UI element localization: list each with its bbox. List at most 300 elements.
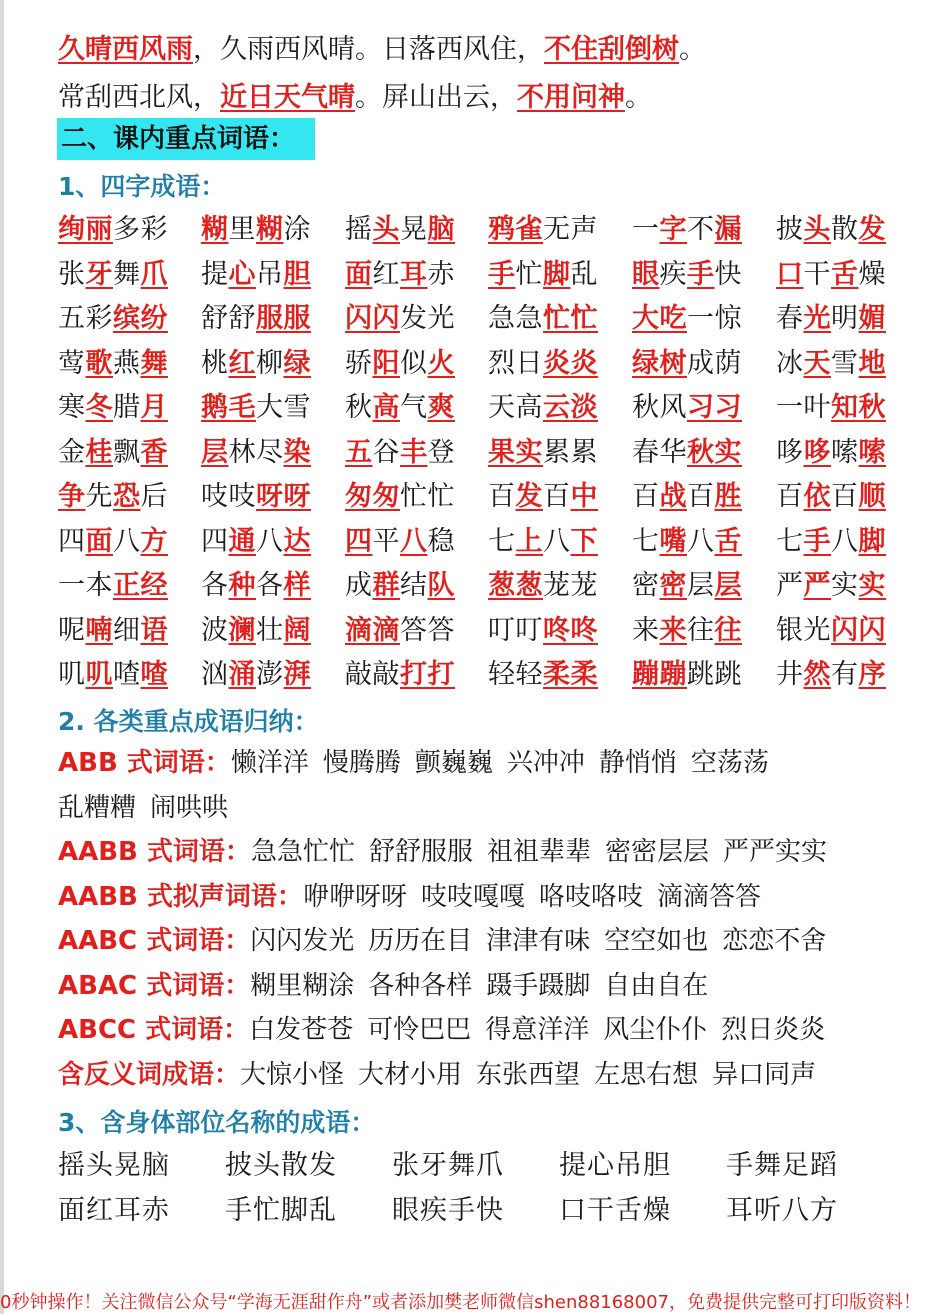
idiom-cell <box>201 388 311 428</box>
idiom-plain: 大雪 <box>256 392 311 423</box>
idiom-cell <box>488 566 598 606</box>
idiom-plain: 提 <box>201 258 229 290</box>
idiom-cell <box>58 210 168 250</box>
idiom-highlight: 湃 <box>283 659 311 690</box>
pattern-word: 大惊小怪 <box>240 1059 345 1090</box>
idiom-highlight: 匆匆 <box>345 481 400 512</box>
idiom-row <box>58 522 938 562</box>
idiom-plain: 各 <box>256 570 284 601</box>
idiom-plain: 细 <box>113 614 141 646</box>
idiom-cell <box>632 299 742 339</box>
idiom-highlight: 蹦蹦 <box>632 659 687 690</box>
idiom-highlight: 呀呀 <box>256 481 311 512</box>
idiom-plain: 似 <box>400 347 428 379</box>
idiom-cell <box>632 388 742 428</box>
idiom-plain: 百 <box>687 481 715 512</box>
pattern-word: 急急忙忙 <box>250 837 355 867</box>
idiom-plain: 无声 <box>543 214 598 245</box>
idiom-cell <box>58 611 168 651</box>
idiom-plain: 腊 <box>113 392 141 423</box>
pattern-word: 闹哄哄 <box>150 792 229 823</box>
idiom-highlight: 嗦 <box>858 436 886 468</box>
idiom-cell <box>776 388 886 428</box>
idiom-highlight: 闪闪 <box>345 303 400 334</box>
idiom-plain: 银光 <box>776 614 831 646</box>
pattern-word: 舒舒服服 <box>368 837 473 867</box>
pattern-word: 慢腾腾 <box>322 748 401 778</box>
idiom-highlight: 哆 <box>803 436 831 468</box>
idiom-highlight: 实 <box>858 570 886 601</box>
pattern-word: 密密层层 <box>604 837 709 867</box>
idiom-row <box>58 299 938 339</box>
idiom-highlight: 葱葱 <box>488 570 543 601</box>
highlight-text: 久晴西风雨 <box>58 34 193 65</box>
pattern-word: 闪闪发光 <box>250 926 355 956</box>
idiom-cell <box>776 255 886 295</box>
idiom-plain: 一 <box>632 214 660 245</box>
idiom-highlight: 鸦雀 <box>488 214 543 245</box>
idiom-highlight: 达 <box>283 525 311 557</box>
idiom-highlight: 发 <box>858 214 886 245</box>
idiom-cell <box>58 344 168 384</box>
idiom-plain: 壮 <box>256 614 284 646</box>
idiom-highlight: 舌 <box>714 525 742 557</box>
idiom-plain: 一本 <box>58 570 113 601</box>
idiom-highlight: 绚丽 <box>58 214 113 245</box>
idiom-cell <box>776 611 886 651</box>
page-left-edge <box>0 0 4 1314</box>
sub2-title: 2. 各类重点成语归纳： <box>58 707 319 736</box>
idiom-highlight: 打打 <box>400 659 455 690</box>
idiom-highlight: 嘴 <box>659 525 687 557</box>
idiom-plain: 嗦 <box>831 436 859 468</box>
pattern-word: 滴滴答答 <box>656 881 761 912</box>
idiom-plain: 燕 <box>113 347 141 379</box>
idiom-cell <box>58 477 168 517</box>
idiom-highlight: 缤纷 <box>113 303 168 334</box>
idiom-highlight: 依 <box>803 481 831 512</box>
idiom-plain: 摇 <box>345 214 373 245</box>
idiom-cell <box>345 477 455 517</box>
idiom-highlight: 绿树 <box>632 347 687 379</box>
idiom-plain: 急急 <box>488 303 543 334</box>
idiom-plain: 八 <box>543 525 571 557</box>
idiom-highlight: 通 <box>228 525 256 557</box>
idiom-plain: 一叶 <box>776 392 831 423</box>
idiom-highlight: 阔 <box>283 614 311 646</box>
idiom-cell <box>488 344 598 384</box>
idiom-plain: 结 <box>400 570 428 601</box>
body-idiom: 手忙脚乱 <box>225 1195 337 1226</box>
idiom-highlight: 样 <box>283 570 311 601</box>
pattern-word: 咯吱咯吱 <box>538 881 643 912</box>
plain-text: 。屏山出云， <box>355 82 517 113</box>
idiom-plain: 八 <box>113 525 141 557</box>
idiom-plain: 晃 <box>400 214 428 245</box>
idiom-plain: 明 <box>831 303 859 334</box>
idiom-highlight: 阳 <box>372 347 400 379</box>
pattern-line <box>58 967 722 1005</box>
idiom-cell <box>776 210 886 250</box>
idiom-plain: 叽 <box>58 659 86 690</box>
idiom-cell <box>488 210 598 250</box>
idiom-highlight: 闪闪 <box>831 614 886 646</box>
body-idiom: 手舞足蹈 <box>726 1150 838 1181</box>
body-idiom: 口干舌燥 <box>559 1195 671 1226</box>
pattern-word: 可怜巴巴 <box>367 1015 472 1045</box>
idiom-highlight: 光 <box>803 303 831 334</box>
idiom-highlight: 群 <box>372 570 400 601</box>
idiom-plain: 一惊 <box>687 303 742 334</box>
idiom-plain: 张 <box>58 258 86 290</box>
idiom-plain: 八 <box>256 525 284 557</box>
pattern-word: 吱吱嘎嘎 <box>420 881 525 912</box>
idiom-plain: 各 <box>201 570 229 601</box>
plain-text: ，久雨西风晴。日落西风住， <box>193 34 544 65</box>
idiom-highlight: 服服 <box>256 303 311 334</box>
pattern-label: AABB 式拟声词语： <box>58 881 303 912</box>
idiom-highlight: 滴滴 <box>345 614 400 646</box>
idiom-highlight: 高 <box>372 392 400 423</box>
pattern-word: 咿咿呀呀 <box>302 881 407 912</box>
idiom-plain: 实 <box>831 570 859 601</box>
idiom-cell <box>776 433 886 473</box>
idiom-plain: 后 <box>140 481 168 512</box>
idiom-cell <box>345 344 455 384</box>
idiom-cell <box>201 210 311 250</box>
idiom-highlight: 上 <box>515 525 543 557</box>
pattern-word: 风尘仆仆 <box>603 1015 708 1045</box>
idiom-plain: 疾 <box>659 258 687 290</box>
idiom-cell <box>632 210 742 250</box>
idiom-highlight: 叽 <box>85 659 113 690</box>
pattern-line <box>58 922 840 960</box>
pattern-word: 祖祖辈辈 <box>486 837 591 867</box>
idiom-plain: 散 <box>831 214 859 245</box>
pattern-word: 各种各样 <box>368 970 473 1001</box>
idiom-cell <box>345 611 455 651</box>
idiom-highlight: 面 <box>345 258 373 290</box>
idiom-cell <box>58 255 168 295</box>
body-idiom: 眼疾手快 <box>392 1195 504 1226</box>
pattern-label: 含反义词成语： <box>58 1059 241 1090</box>
idiom-plain: 谷 <box>372 436 400 468</box>
idiom-plain: 飘 <box>113 436 141 468</box>
pattern-word: 兴冲冲 <box>506 748 585 778</box>
idiom-row <box>58 611 938 651</box>
idiom-plain: 柳 <box>256 347 284 379</box>
highlight-text: 不住刮倒树 <box>544 34 679 65</box>
pattern-word: 津津有味 <box>486 926 591 956</box>
idiom-highlight: 脚 <box>858 525 886 557</box>
pattern-word: 大材小用 <box>358 1059 463 1090</box>
pattern-word: 烈日炎炎 <box>721 1015 826 1045</box>
idiom-highlight: 冬 <box>85 392 113 423</box>
idiom-row <box>58 655 938 695</box>
idiom-plain: 五彩 <box>58 303 113 334</box>
idiom-cell <box>201 655 311 695</box>
idiom-highlight: 火 <box>427 347 455 379</box>
idiom-cell <box>345 655 455 695</box>
idiom-highlight: 绿 <box>283 347 311 379</box>
idiom-cell <box>488 655 598 695</box>
idiom-plain: 答答 <box>400 614 455 646</box>
idiom-plain: 乱 <box>570 258 598 290</box>
footer-notice: 0秒钟操作！关注微信公众号“学海无涯甜作舟”或者添加樊老师微信shen88168007，免费提供完整可打印版资料！ <box>0 1292 921 1313</box>
proverb-line-1 <box>58 32 706 68</box>
idiom-highlight: 恐 <box>113 481 141 512</box>
idiom-highlight: 层 <box>201 436 229 468</box>
idiom-plain: 金 <box>58 436 86 468</box>
idiom-plain: 吱吱 <box>201 481 256 512</box>
idiom-highlight: 大吃 <box>632 303 687 334</box>
idiom-plain: 七 <box>632 525 660 557</box>
idiom-plain: 稳 <box>427 525 455 557</box>
idiom-highlight: 涌 <box>228 659 256 690</box>
idiom-cell <box>776 299 886 339</box>
idiom-cell <box>201 299 311 339</box>
pattern-word: 历历在目 <box>368 926 473 956</box>
idiom-cell <box>58 299 168 339</box>
body-idiom-row <box>58 1191 938 1231</box>
idiom-plain: 轻轻 <box>488 659 543 690</box>
idiom-plain: 春 <box>776 303 804 334</box>
idiom-cell <box>488 299 598 339</box>
idiom-plain: 累累 <box>543 436 598 468</box>
idiom-cell <box>201 344 311 384</box>
idiom-highlight: 咚咚 <box>543 614 598 646</box>
idiom-plain: 往 <box>687 614 715 646</box>
sub3-title: 3、含身体部位名称的成语： <box>58 1108 376 1137</box>
idiom-cell <box>632 566 742 606</box>
idiom-highlight: 秋实 <box>687 436 742 468</box>
pattern-line <box>58 789 242 827</box>
idiom-cell <box>201 566 311 606</box>
idiom-plain: 叮叮 <box>488 614 543 646</box>
idiom-highlight: 漏 <box>714 214 742 245</box>
idiom-highlight: 下 <box>570 525 598 557</box>
idiom-highlight: 面 <box>85 525 113 557</box>
idiom-highlight: 序 <box>858 659 886 690</box>
idiom-highlight: 丰 <box>400 436 428 468</box>
idiom-highlight: 眼 <box>632 258 660 290</box>
idiom-plain: 忙 <box>515 258 543 290</box>
idiom-plain: 干 <box>803 258 831 290</box>
idiom-cell <box>345 299 455 339</box>
idiom-highlight: 果实 <box>488 436 543 468</box>
pattern-label: ABB 式词语： <box>58 748 231 778</box>
idiom-plain: 多彩 <box>113 214 168 245</box>
idiom-plain: 烈日 <box>488 347 543 379</box>
idiom-cell <box>488 433 598 473</box>
body-idiom: 披头散发 <box>225 1150 337 1181</box>
idiom-plain: 骄 <box>345 347 373 379</box>
idiom-cell <box>776 344 886 384</box>
idiom-cell <box>345 433 455 473</box>
idiom-row <box>58 210 938 250</box>
pattern-word: 东张西望 <box>476 1059 581 1090</box>
idiom-plain: 成荫 <box>687 347 742 379</box>
idiom-cell <box>488 611 598 651</box>
idiom-plain: 登 <box>427 436 455 468</box>
idiom-highlight: 字 <box>659 214 687 245</box>
idiom-highlight: 月 <box>140 392 168 423</box>
idiom-plain: 舒舒 <box>201 303 256 334</box>
pattern-label: ABAC 式词语： <box>58 970 251 1001</box>
body-idiom-row <box>58 1146 938 1186</box>
idiom-plain: 哆 <box>776 436 804 468</box>
idiom-cell <box>776 477 886 517</box>
idiom-plain: 七 <box>488 525 516 557</box>
idiom-highlight: 来 <box>659 614 687 646</box>
idiom-row <box>58 255 938 295</box>
idiom-plain: 披 <box>776 214 804 245</box>
idiom-highlight: 头 <box>372 214 400 245</box>
pattern-word: 空空如也 <box>604 926 709 956</box>
body-idiom: 耳听八方 <box>726 1195 838 1226</box>
pattern-word: 得意洋洋 <box>485 1015 590 1045</box>
idiom-cell <box>345 388 455 428</box>
idiom-highlight: 胜 <box>714 481 742 512</box>
idiom-highlight: 方 <box>140 525 168 557</box>
idiom-cell <box>345 566 455 606</box>
idiom-highlight: 正经 <box>113 570 168 601</box>
idiom-plain: 澎 <box>256 659 284 690</box>
idiom-row <box>58 566 938 606</box>
idiom-highlight: 手 <box>803 525 831 557</box>
idiom-cell <box>632 611 742 651</box>
idiom-cell <box>632 522 742 562</box>
idiom-highlight: 红 <box>228 347 256 379</box>
idiom-highlight: 爪 <box>140 258 168 290</box>
idiom-plain: 涂 <box>283 214 311 245</box>
idiom-plain: 先 <box>85 481 113 512</box>
idiom-highlight: 耳 <box>400 258 428 290</box>
idiom-plain: 燥 <box>858 258 886 290</box>
idiom-highlight: 争 <box>58 481 86 512</box>
idiom-highlight: 歌 <box>85 347 113 379</box>
idiom-row <box>58 477 938 517</box>
idiom-plain: 层 <box>687 570 715 601</box>
idiom-row <box>58 344 938 384</box>
idiom-highlight: 忙忙 <box>543 303 598 334</box>
idiom-plain: 气 <box>400 392 428 423</box>
idiom-cell <box>201 522 311 562</box>
pattern-line <box>58 744 783 782</box>
pattern-word: 糊里糊涂 <box>250 970 355 1001</box>
pattern-word: 蹑手蹑脚 <box>486 970 591 1001</box>
idiom-highlight: 队 <box>427 570 455 601</box>
idiom-plain: 林尽 <box>228 436 284 468</box>
pattern-label: ABCC 式词语： <box>58 1015 250 1045</box>
idiom-highlight: 脑 <box>427 214 455 245</box>
idiom-plain: 天高 <box>488 392 543 423</box>
idiom-cell <box>632 344 742 384</box>
idiom-highlight: 胆 <box>283 258 311 290</box>
idiom-highlight: 染 <box>283 436 311 468</box>
idiom-highlight: 心 <box>228 258 256 290</box>
idiom-highlight: 头 <box>803 214 831 245</box>
idiom-highlight: 糊 <box>256 214 284 245</box>
pattern-word: 左思右想 <box>594 1059 699 1090</box>
idiom-plain: 波 <box>201 614 229 646</box>
idiom-highlight: 中 <box>570 481 598 512</box>
idiom-highlight: 澜 <box>228 614 256 646</box>
idiom-plain: 百 <box>776 481 804 512</box>
idiom-highlight: 顺 <box>858 481 886 512</box>
idiom-plain: 八 <box>831 525 859 557</box>
idiom-plain: 敲敲 <box>345 659 400 690</box>
idiom-plain: 来 <box>632 614 660 646</box>
idiom-plain: 忙忙 <box>400 481 455 512</box>
idiom-highlight: 炎炎 <box>543 347 598 379</box>
idiom-cell <box>488 477 598 517</box>
idiom-plain: 里 <box>228 214 256 245</box>
idiom-plain: 平 <box>372 525 400 557</box>
idiom-highlight: 糊 <box>201 214 229 245</box>
pattern-word: 恋恋不舍 <box>722 926 827 956</box>
pattern-word: 静悄悄 <box>598 748 677 778</box>
idiom-highlight: 发 <box>515 481 543 512</box>
highlight-text: 近日天气晴 <box>220 82 355 113</box>
plain-text: 。 <box>625 82 652 113</box>
idiom-plain: 红 <box>372 258 400 290</box>
idiom-highlight: 牙 <box>85 258 113 290</box>
idiom-plain: 秋 <box>345 392 373 423</box>
idiom-highlight: 喳 <box>140 659 168 690</box>
body-idiom: 提心吊胆 <box>559 1150 671 1181</box>
idiom-plain: 汹 <box>201 659 229 690</box>
idiom-cell <box>201 611 311 651</box>
idiom-cell <box>345 522 455 562</box>
idiom-plain: 严 <box>776 570 804 601</box>
idiom-cell <box>58 566 168 606</box>
idiom-cell <box>345 210 455 250</box>
idiom-plain: 有 <box>831 659 859 690</box>
pattern-line <box>58 1056 830 1094</box>
idiom-highlight: 手 <box>488 258 516 290</box>
pattern-label: AABC 式词语： <box>58 926 251 956</box>
idiom-plain: 快 <box>714 258 742 290</box>
body-idiom: 张牙舞爪 <box>392 1150 504 1181</box>
idiom-highlight: 往 <box>714 614 742 646</box>
idiom-plain: 春华 <box>632 436 687 468</box>
idiom-plain: 秋风 <box>632 392 687 423</box>
idiom-plain: 四 <box>201 525 229 557</box>
idiom-plain: 不 <box>687 214 715 245</box>
idiom-highlight: 桂 <box>85 436 113 468</box>
idiom-cell <box>632 255 742 295</box>
idiom-cell <box>632 655 742 695</box>
idiom-highlight: 脚 <box>543 258 571 290</box>
idiom-highlight: 语 <box>140 614 168 646</box>
idiom-highlight: 媚 <box>858 303 886 334</box>
idiom-highlight: 战 <box>659 481 687 512</box>
idiom-highlight: 舞 <box>140 347 168 379</box>
idiom-cell <box>201 255 311 295</box>
highlight-text: 不用问神 <box>517 82 625 113</box>
idiom-highlight: 然 <box>803 659 831 690</box>
body-idiom: 摇头晃脑 <box>58 1150 170 1181</box>
idiom-plain: 吊 <box>256 258 284 290</box>
idiom-highlight: 五 <box>345 436 373 468</box>
pattern-word: 懒洋洋 <box>230 748 309 778</box>
idiom-cell <box>345 255 455 295</box>
idiom-plain: 赤 <box>427 258 455 290</box>
idiom-plain: 成 <box>345 570 373 601</box>
idiom-plain: 密 <box>632 570 660 601</box>
idiom-highlight: 种 <box>228 570 256 601</box>
